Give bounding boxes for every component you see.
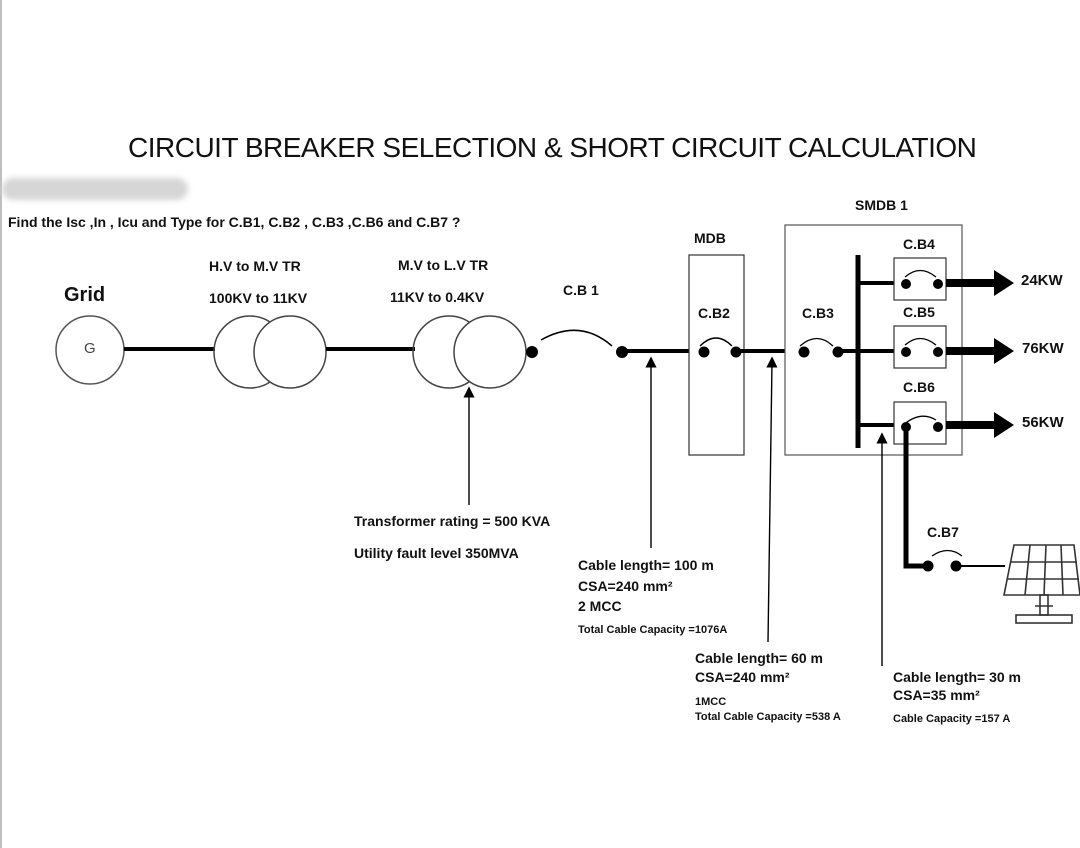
mdb-label: MDB: [694, 230, 726, 246]
transformer-1-symbol: [214, 316, 326, 388]
cable1-capacity: Total Cable Capacity =1076A: [578, 624, 728, 636]
cb5-label: C.B5: [903, 304, 935, 320]
load-76kw-label: 76KW: [1022, 340, 1064, 357]
cb7-breaker-symbol: [923, 551, 963, 572]
cb1-label: C.B 1: [563, 282, 599, 298]
cb3-label: C.B3: [802, 305, 834, 321]
cable2-mcc: 1MCC: [695, 696, 727, 708]
cb1-breaker-symbol: [526, 330, 628, 358]
cb6-label: C.B6: [903, 379, 935, 395]
grid-label: Grid: [64, 284, 106, 306]
cable2-length: Cable length= 60 m: [695, 650, 823, 666]
tr2-rating: 11KV to 0.4KV: [390, 289, 485, 305]
solar-panel-icon: [1004, 545, 1080, 623]
cb2-label: C.B2: [698, 305, 730, 321]
cable1-mcc: 2 MCC: [578, 598, 622, 614]
cable1-length: Cable length= 100 m: [578, 557, 714, 573]
cb4-label: C.B4: [903, 236, 935, 252]
tr1-title: H.V to M.V TR: [209, 258, 301, 274]
generator-letter: G: [84, 340, 96, 357]
utility-fault-note: Utility fault level 350MVA: [354, 545, 519, 561]
tr1-rating: 100KV to 11KV: [209, 290, 308, 306]
cb5-breaker-symbol: [894, 326, 946, 368]
pointer-cable2: [768, 362, 772, 642]
cb6-breaker-symbol: [894, 402, 946, 444]
load-56kw-label: 56KW: [1022, 414, 1064, 431]
tr2-title: M.V to L.V TR: [398, 257, 489, 273]
cable3-csa: CSA=35 mm²: [893, 687, 980, 703]
cable3-capacity: Cable Capacity =157 A: [893, 713, 1011, 725]
cable3-length: Cable length= 30 m: [893, 669, 1021, 685]
smdb-label: SMDB 1: [855, 197, 908, 213]
cable2-capacity: Total Cable Capacity =538 A: [695, 711, 841, 723]
cb7-label: C.B7: [927, 524, 959, 540]
question-text: Find the Isc ,In , Icu and Type for C.B1, C.B2 , C.B3 ,C.B6 and C.B7 ?: [8, 214, 461, 230]
cable1-csa: CSA=240 mm²: [578, 578, 673, 594]
load-24kw-label: 24KW: [1021, 272, 1063, 289]
diagram-title: CIRCUIT BREAKER SELECTION & SHORT CIRCUIT CALCULATION: [128, 132, 977, 163]
transformer-2-symbol: [413, 316, 526, 388]
cable2-csa: CSA=240 mm²: [695, 669, 790, 685]
cb4-breaker-symbol: [894, 258, 946, 300]
transformer-rating-note: Transformer rating = 500 KVA: [354, 513, 551, 529]
